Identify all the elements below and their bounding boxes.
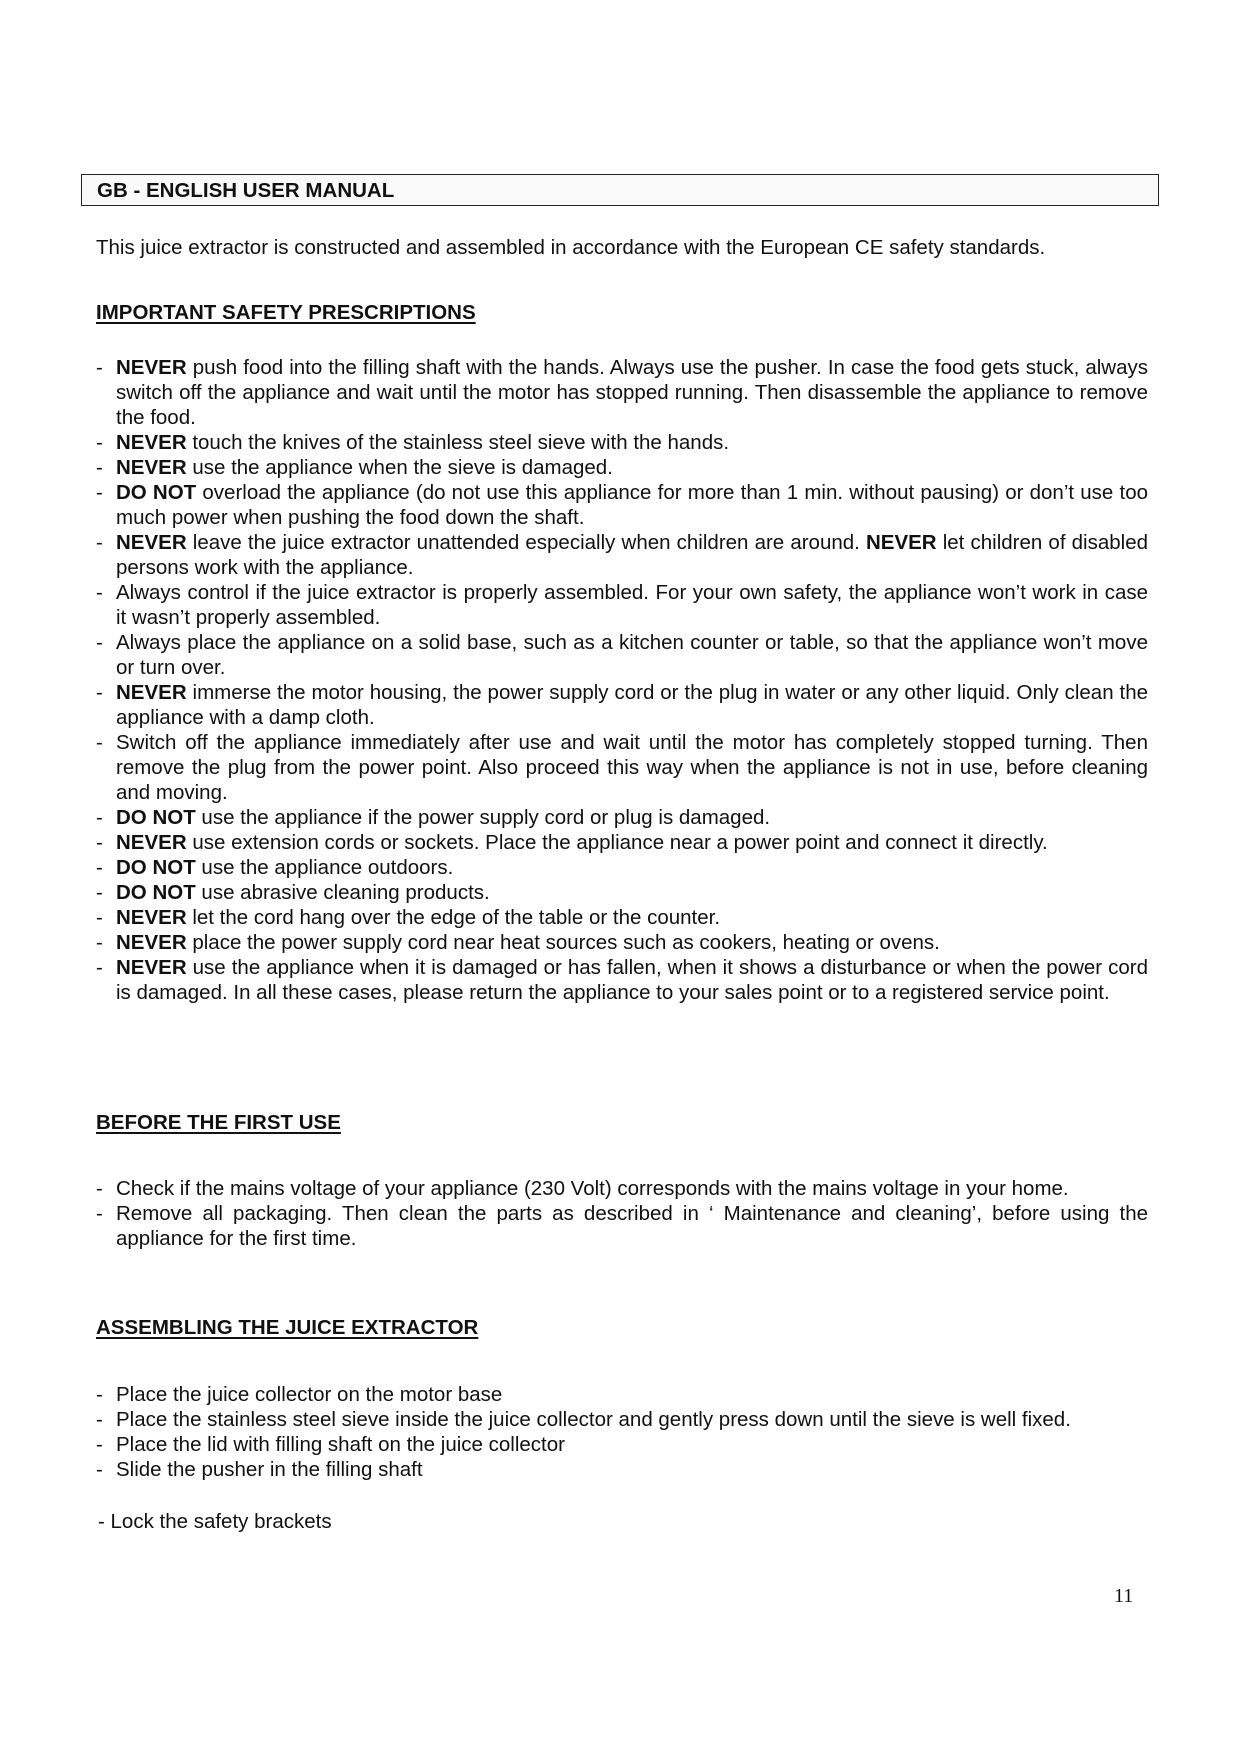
first-use-list	[96, 1176, 1148, 1251]
list-item: - Slide the pusher in the filling shaft	[96, 1457, 1148, 1482]
list-item: - Switch off the appliance immediately after use and wait until the motor has completely stopped turning. Then remove the plug from the power point. Also proceed this way when the appliance is not in use, before cleaning and moving.	[96, 730, 1148, 805]
intro-paragraph: This juice extractor is constructed and assembled in accordance with the European CE safety standards.	[96, 236, 1046, 259]
list-item: - Check if the mains voltage of your appliance (230 Volt) corresponds with the mains voltage in your home.	[96, 1176, 1148, 1201]
assembling-last-line: - Lock the safety brackets	[98, 1510, 332, 1533]
list-item: - NEVER touch the knives of the stainless steel sieve with the hands.	[96, 430, 1148, 455]
list-item: - DO NOT use the appliance if the power supply cord or plug is damaged.	[96, 805, 1148, 830]
list-item: - Place the lid with filling shaft on the juice collector	[96, 1432, 1148, 1457]
list-item: - Place the stainless steel sieve inside the juice collector and gently press down until the sieve is well fixed.	[96, 1407, 1148, 1432]
list-item: - NEVER leave the juice extractor unattended especially when children are around. NEVER let children of disabled persons work with the appliance.	[96, 530, 1148, 580]
list-item: - NEVER use the appliance when it is damaged or has fallen, when it shows a disturbance or when the power cord is damaged. In all these cases, please return the appliance to your sales point or to a registered service point.	[96, 955, 1148, 1005]
list-item: - NEVER push food into the filling shaft with the hands. Always use the pusher. In case the food gets stuck, always switch off the appliance and wait until the motor has stopped running. Then disassemble the appliance to remove the food.	[96, 355, 1148, 430]
list-item: - Always control if the juice extractor is properly assembled. For your own safety, the appliance won’t work in case it wasn’t properly assembled.	[96, 580, 1148, 630]
safety-heading: IMPORTANT SAFETY PRESCRIPTIONS	[96, 301, 476, 324]
manual-title: GB - ENGLISH USER MANUAL	[97, 179, 395, 202]
list-item: - DO NOT use abrasive cleaning products.	[96, 880, 1148, 905]
safety-list	[96, 355, 1148, 1005]
manual-title-box	[81, 174, 1159, 206]
list-item: - NEVER let the cord hang over the edge of the table or the counter.	[96, 905, 1148, 930]
list-item: - DO NOT overload the appliance (do not use this appliance for more than 1 min. without pausing) or don’t use too much power when pushing the food down the shaft.	[96, 480, 1148, 530]
list-item: - Remove all packaging. Then clean the parts as described in ‘ Maintenance and cleaning’, before using the appliance for the first time.	[96, 1201, 1148, 1251]
list-item: - NEVER immerse the motor housing, the power supply cord or the plug in water or any other liquid. Only clean the appliance with a damp cloth.	[96, 680, 1148, 730]
assembling-list	[96, 1382, 1148, 1482]
page-number: 11	[1114, 1585, 1134, 1607]
list-item: - Place the juice collector on the motor base	[96, 1382, 1148, 1407]
list-item: - NEVER use the appliance when the sieve is damaged.	[96, 455, 1148, 480]
list-item: - NEVER use extension cords or sockets. Place the appliance near a power point and connect it directly.	[96, 830, 1148, 855]
list-item: - DO NOT use the appliance outdoors.	[96, 855, 1148, 880]
list-item: - Always place the appliance on a solid base, such as a kitchen counter or table, so that the appliance won’t move or turn over.	[96, 630, 1148, 680]
assembling-heading: ASSEMBLING THE JUICE EXTRACTOR	[96, 1316, 479, 1339]
first-use-heading: BEFORE THE FIRST USE	[96, 1111, 341, 1134]
list-item: - NEVER place the power supply cord near heat sources such as cookers, heating or ovens.	[96, 930, 1148, 955]
